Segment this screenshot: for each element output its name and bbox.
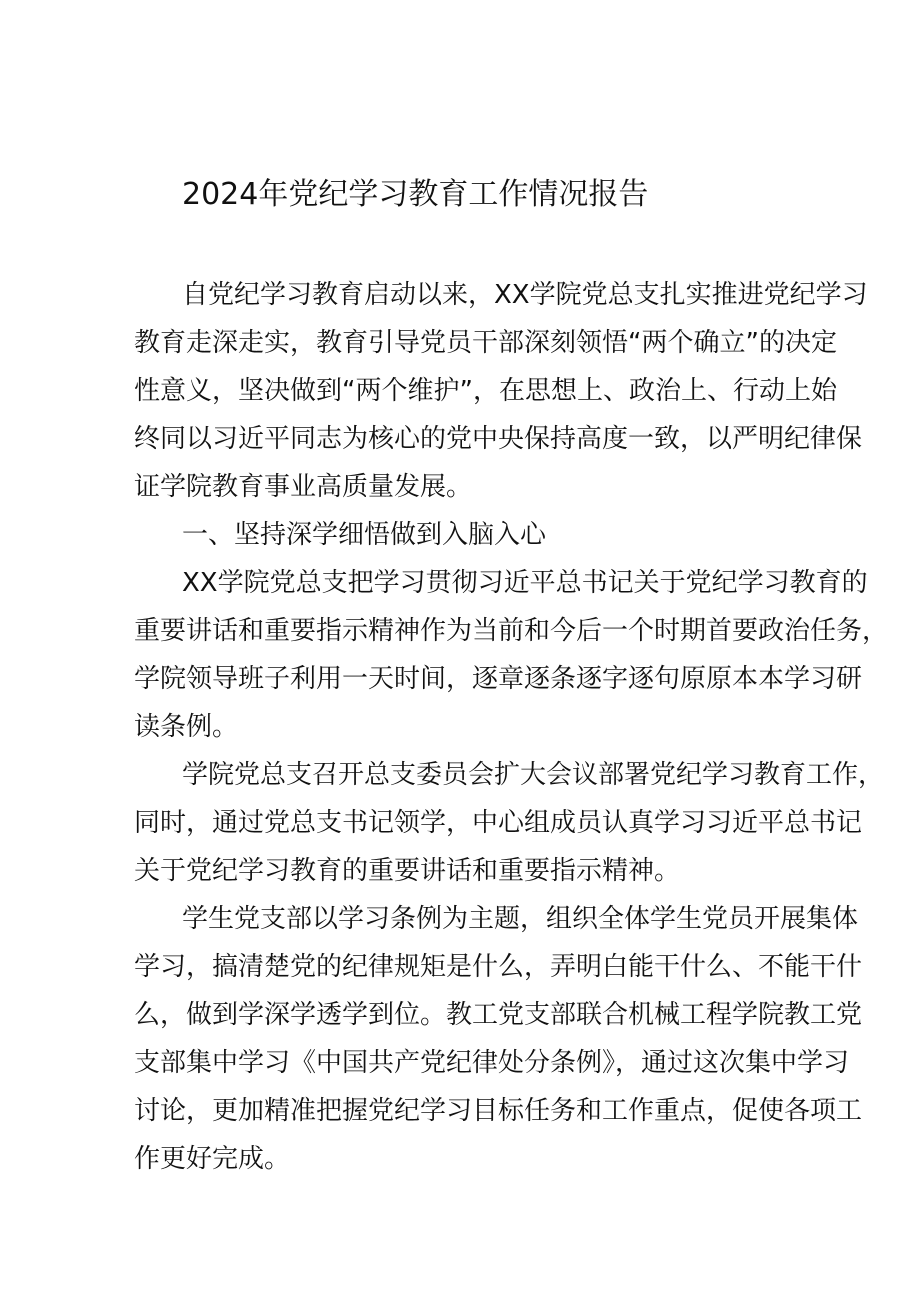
paragraph-4-line-5: 讨论，更加精准把握党纪学习目标任务和工作重点，促使各项工 [134, 1096, 863, 1126]
paragraph-1-line-2: 教育走深走实，教育引导党员干部深刻领悟“两个确立”的决定 [134, 328, 837, 358]
paragraph-4-line-6: 作更好完成。 [134, 1144, 291, 1174]
paragraph-4-line-4: 支部集中学习《中国共产党纪律处分条例》，通过这次集中学习 [134, 1048, 850, 1078]
paragraph-2-line-4: 读条例。 [134, 712, 239, 742]
paragraph-4-line-1: 学生党支部以学习条例为主题，组织全体学生党员开展集体 [182, 904, 859, 934]
paragraph-1-line-5: 证学院教育事业高质量发展。 [134, 472, 473, 502]
paragraph-1-line-1: 自党纪学习教育启动以来，XX学院党总支扎实推进党纪学习 [182, 280, 868, 310]
paragraph-4-line-2: 学习，搞清楚党的纪律规矩是什么，弄明白能干什么、不能干什 [134, 952, 863, 982]
paragraph-2-line-1: XX学院党总支把学习贯彻习近平总书记关于党纪学习教育的 [182, 568, 868, 598]
paragraph-2-line-3: 学院领导班子利用一天时间，逐章逐条逐字逐句原原本本学习研 [134, 664, 863, 694]
document-title: 2024年党纪学习教育工作情况报告 [182, 177, 649, 212]
paragraph-1-line-3: 性意义，坚决做到“两个维护”，在思想上、政治上、行动上始 [134, 376, 837, 406]
paragraph-1-line-4: 终同以习近平同志为核心的党中央保持高度一致，以严明纪律保 [134, 424, 863, 454]
section-heading-1: 一、坚持深学细悟做到入脑入心 [182, 520, 547, 550]
paragraph-4-line-3: 么，做到学深学透学到位。教工党支部联合机械工程学院教工党 [134, 1000, 863, 1030]
paragraph-3-line-2: 同时，通过党总支书记领学，中心组成员认真学习习近平总书记 [134, 808, 863, 838]
paragraph-3-line-1: 学院党总支召开总支委员会扩大会议部署党纪学习教育工作， [182, 760, 885, 790]
paragraph-2-line-2: 重要讲话和重要指示精神作为当前和今后一个时期首要政治任务， [134, 616, 889, 646]
paragraph-3-line-3: 关于党纪学习教育的重要讲话和重要指示精神。 [134, 856, 681, 886]
